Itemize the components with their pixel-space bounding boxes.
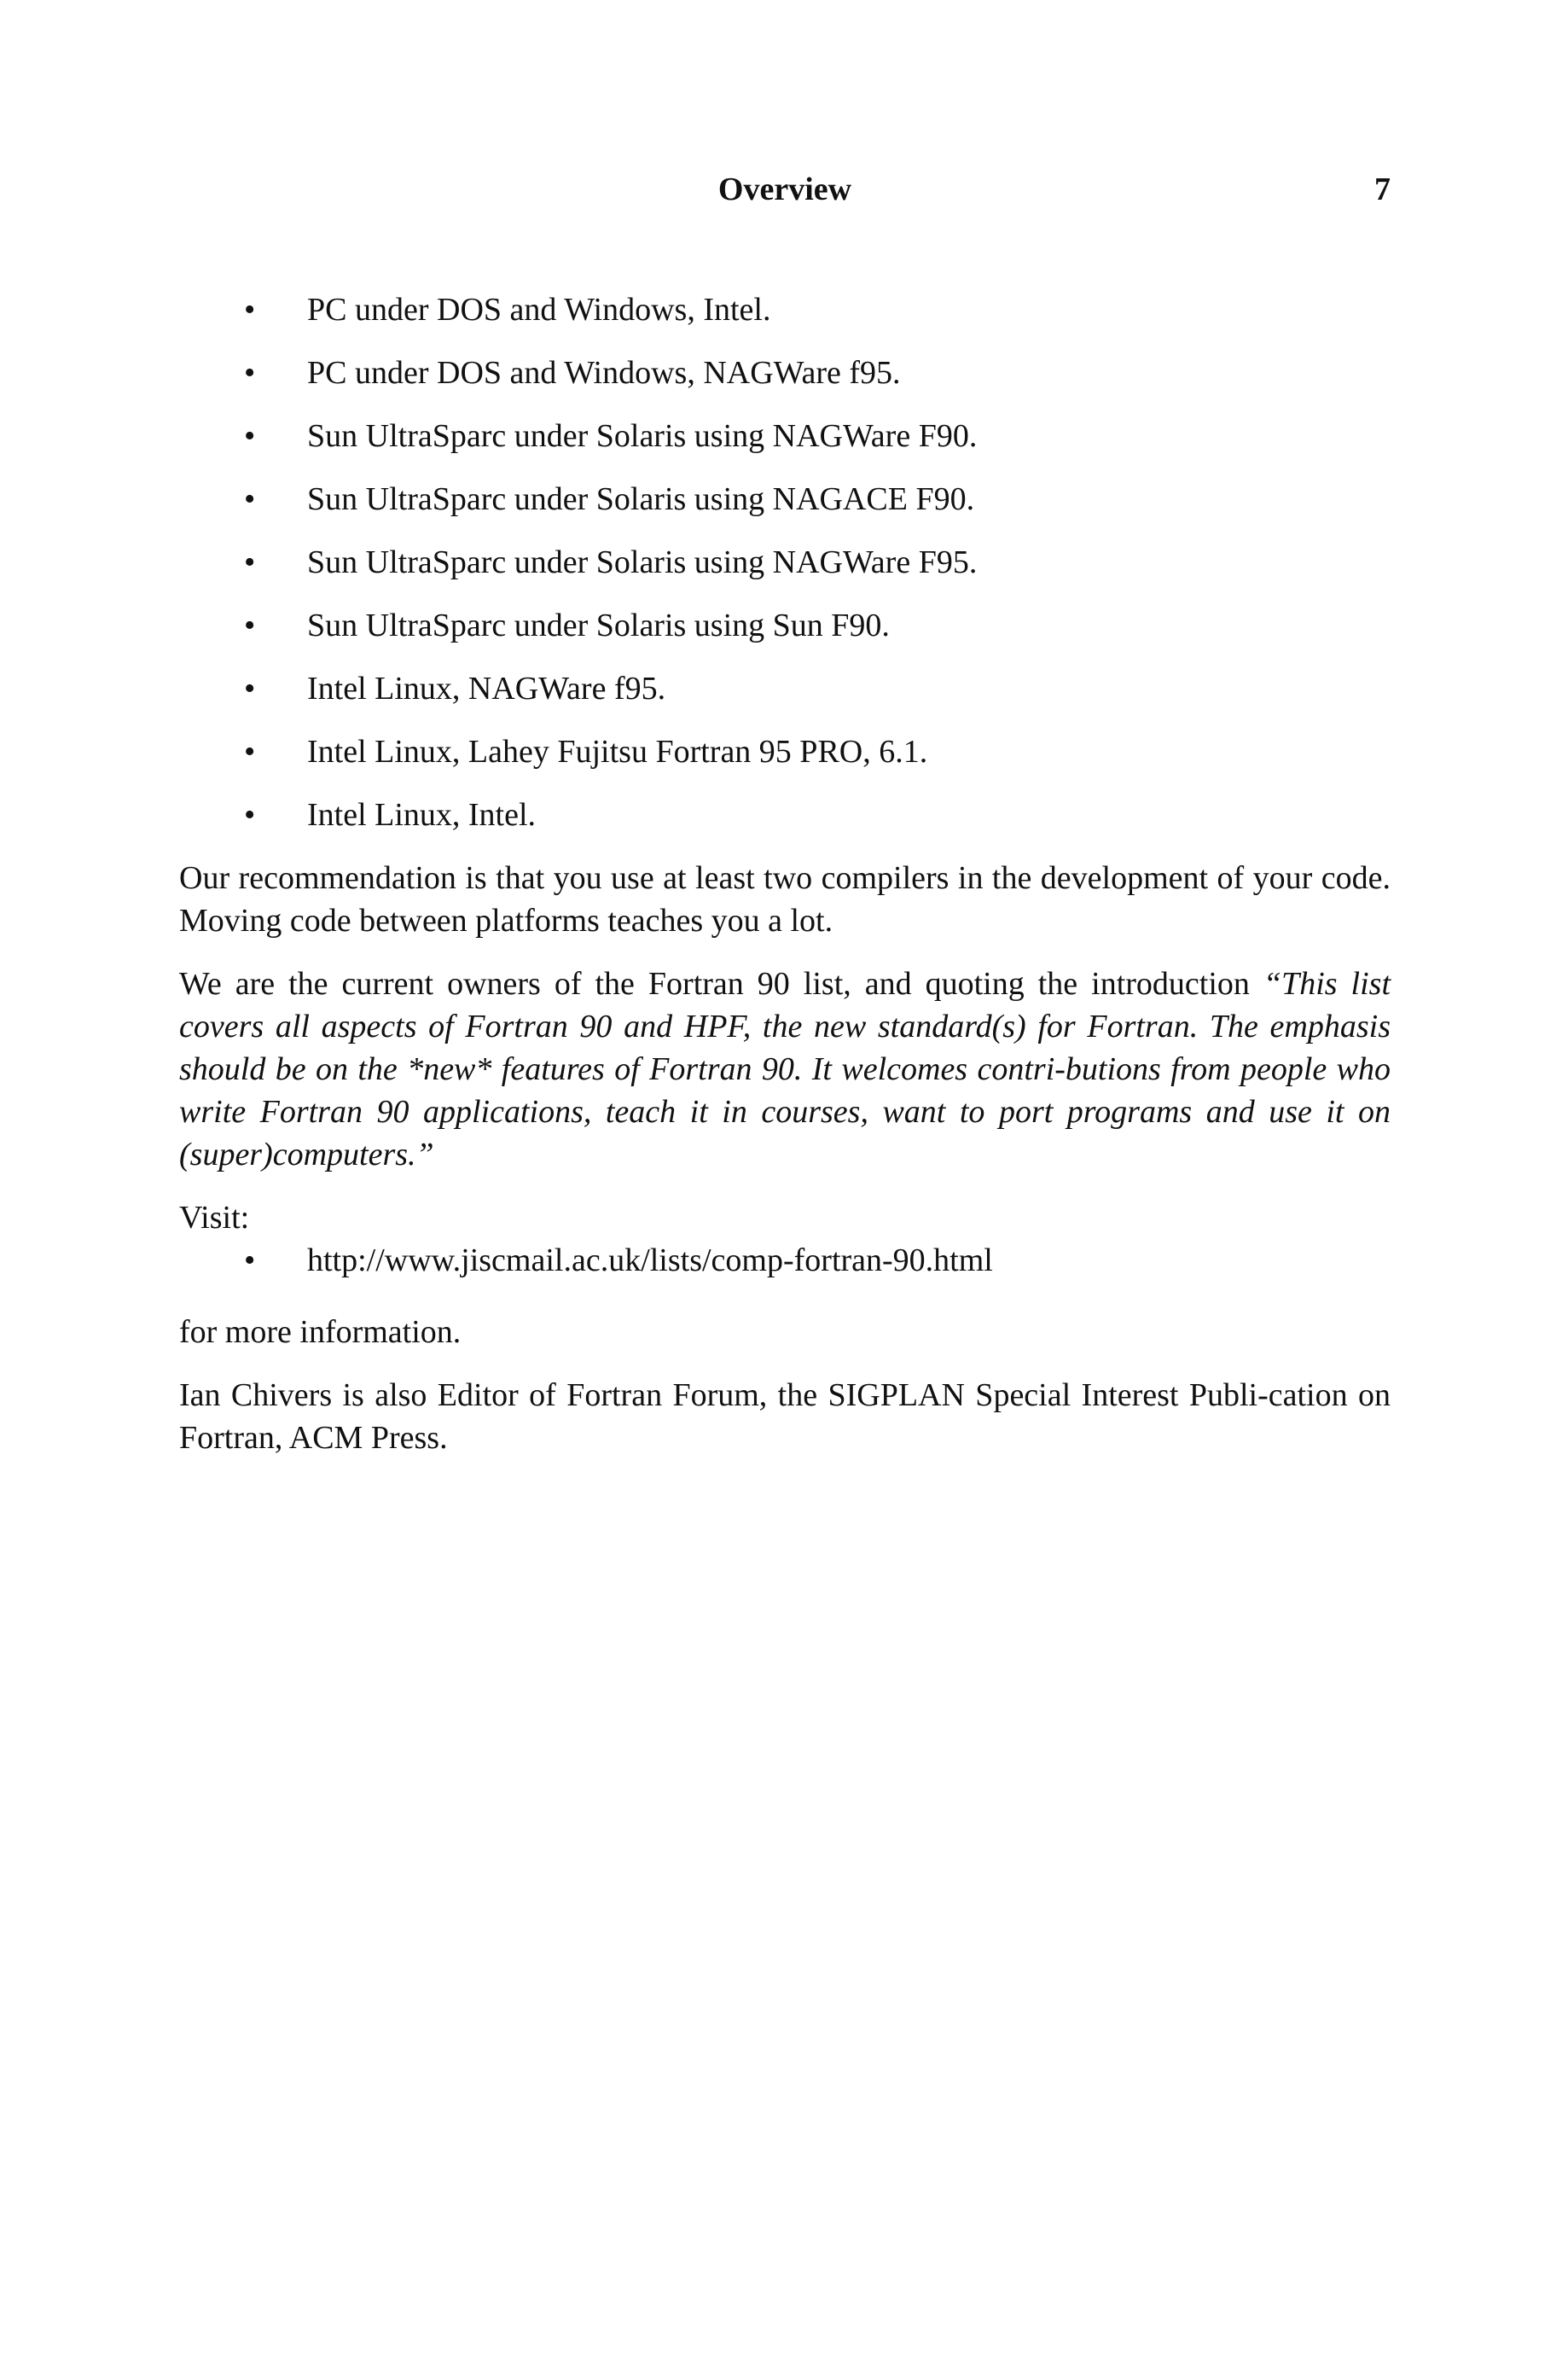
- list-item-text: Intel Linux, Lahey Fujitsu Fortran 95 PRO, 6.1.: [307, 734, 928, 770]
- list-item-text: Sun UltraSparc under Solaris using NAGACE F90.: [307, 481, 975, 517]
- list-item: [179, 288, 1391, 352]
- list-item: [179, 478, 1391, 541]
- list-item-text: Sun UltraSparc under Solaris using NAGWare F90.: [307, 418, 978, 454]
- url-list: [179, 1239, 1391, 1302]
- editor-paragraph: Ian Chivers is also Editor of Fortran Forum, the SIGPLAN Special Interest Publi-cation on Fortran, ACM Press.: [179, 1377, 1391, 1456]
- page-body: [179, 288, 1391, 1459]
- visit-label: Visit:: [179, 1200, 250, 1236]
- bullet-icon: •: [244, 292, 256, 328]
- list-item: [179, 667, 1391, 730]
- list-item-text: Sun UltraSparc under Solaris using Sun F90.: [307, 608, 890, 643]
- list-item: [179, 415, 1391, 478]
- list-item-text: PC under DOS and Windows, Intel.: [307, 292, 771, 328]
- list-item-text: Intel Linux, NAGWare f95.: [307, 671, 666, 707]
- list-item: [179, 730, 1391, 794]
- fortran-list-quote: “This list covers all aspects of Fortran 90 and HPF, the new standard(s) for Fortran. The emphasis should be on the *new* features of Fortran 90. It welcomes contri-butions from people who write Fortran 90 applications, teach it in courses, want to port programs and use it on (super)computers.”: [179, 966, 1391, 1172]
- bullet-icon: •: [244, 481, 256, 517]
- mailing-list-url: http://www.jiscmail.ac.uk/lists/comp-fortran-90.html: [307, 1242, 993, 1278]
- section-title: Overview: [717, 172, 852, 207]
- list-item: [179, 541, 1391, 604]
- list-item: [179, 794, 1391, 857]
- bullet-icon: •: [244, 608, 256, 643]
- recommendation-paragraph: Our recommendation is that you use at least two compilers in the development of your code. Moving code between platforms teaches you a lot.: [179, 860, 1391, 939]
- running-header: [179, 171, 1391, 222]
- list-item: [179, 352, 1391, 415]
- list-item-text: Intel Linux, Intel.: [307, 797, 537, 833]
- bullet-icon: •: [244, 671, 256, 707]
- list-item: [179, 1239, 1391, 1302]
- bullet-icon: •: [244, 734, 256, 770]
- compiler-list: [179, 288, 1391, 857]
- list-item: [179, 604, 1391, 667]
- list-item-text: Sun UltraSparc under Solaris using NAGWare F95.: [307, 544, 978, 580]
- bullet-icon: •: [244, 544, 256, 580]
- bullet-icon: •: [244, 418, 256, 454]
- list-item-text: PC under DOS and Windows, NAGWare f95.: [307, 355, 901, 391]
- bullet-icon: •: [244, 797, 256, 833]
- page-number: 7: [1374, 172, 1391, 207]
- fortran-list-paragraph: [179, 963, 1391, 1176]
- fortran-list-intro: We are the current owners of the Fortran 90 list, and quoting the introduction: [179, 966, 1263, 1002]
- more-info-text: for more information.: [179, 1314, 462, 1350]
- bullet-icon: •: [244, 355, 256, 391]
- bullet-icon: •: [244, 1242, 256, 1278]
